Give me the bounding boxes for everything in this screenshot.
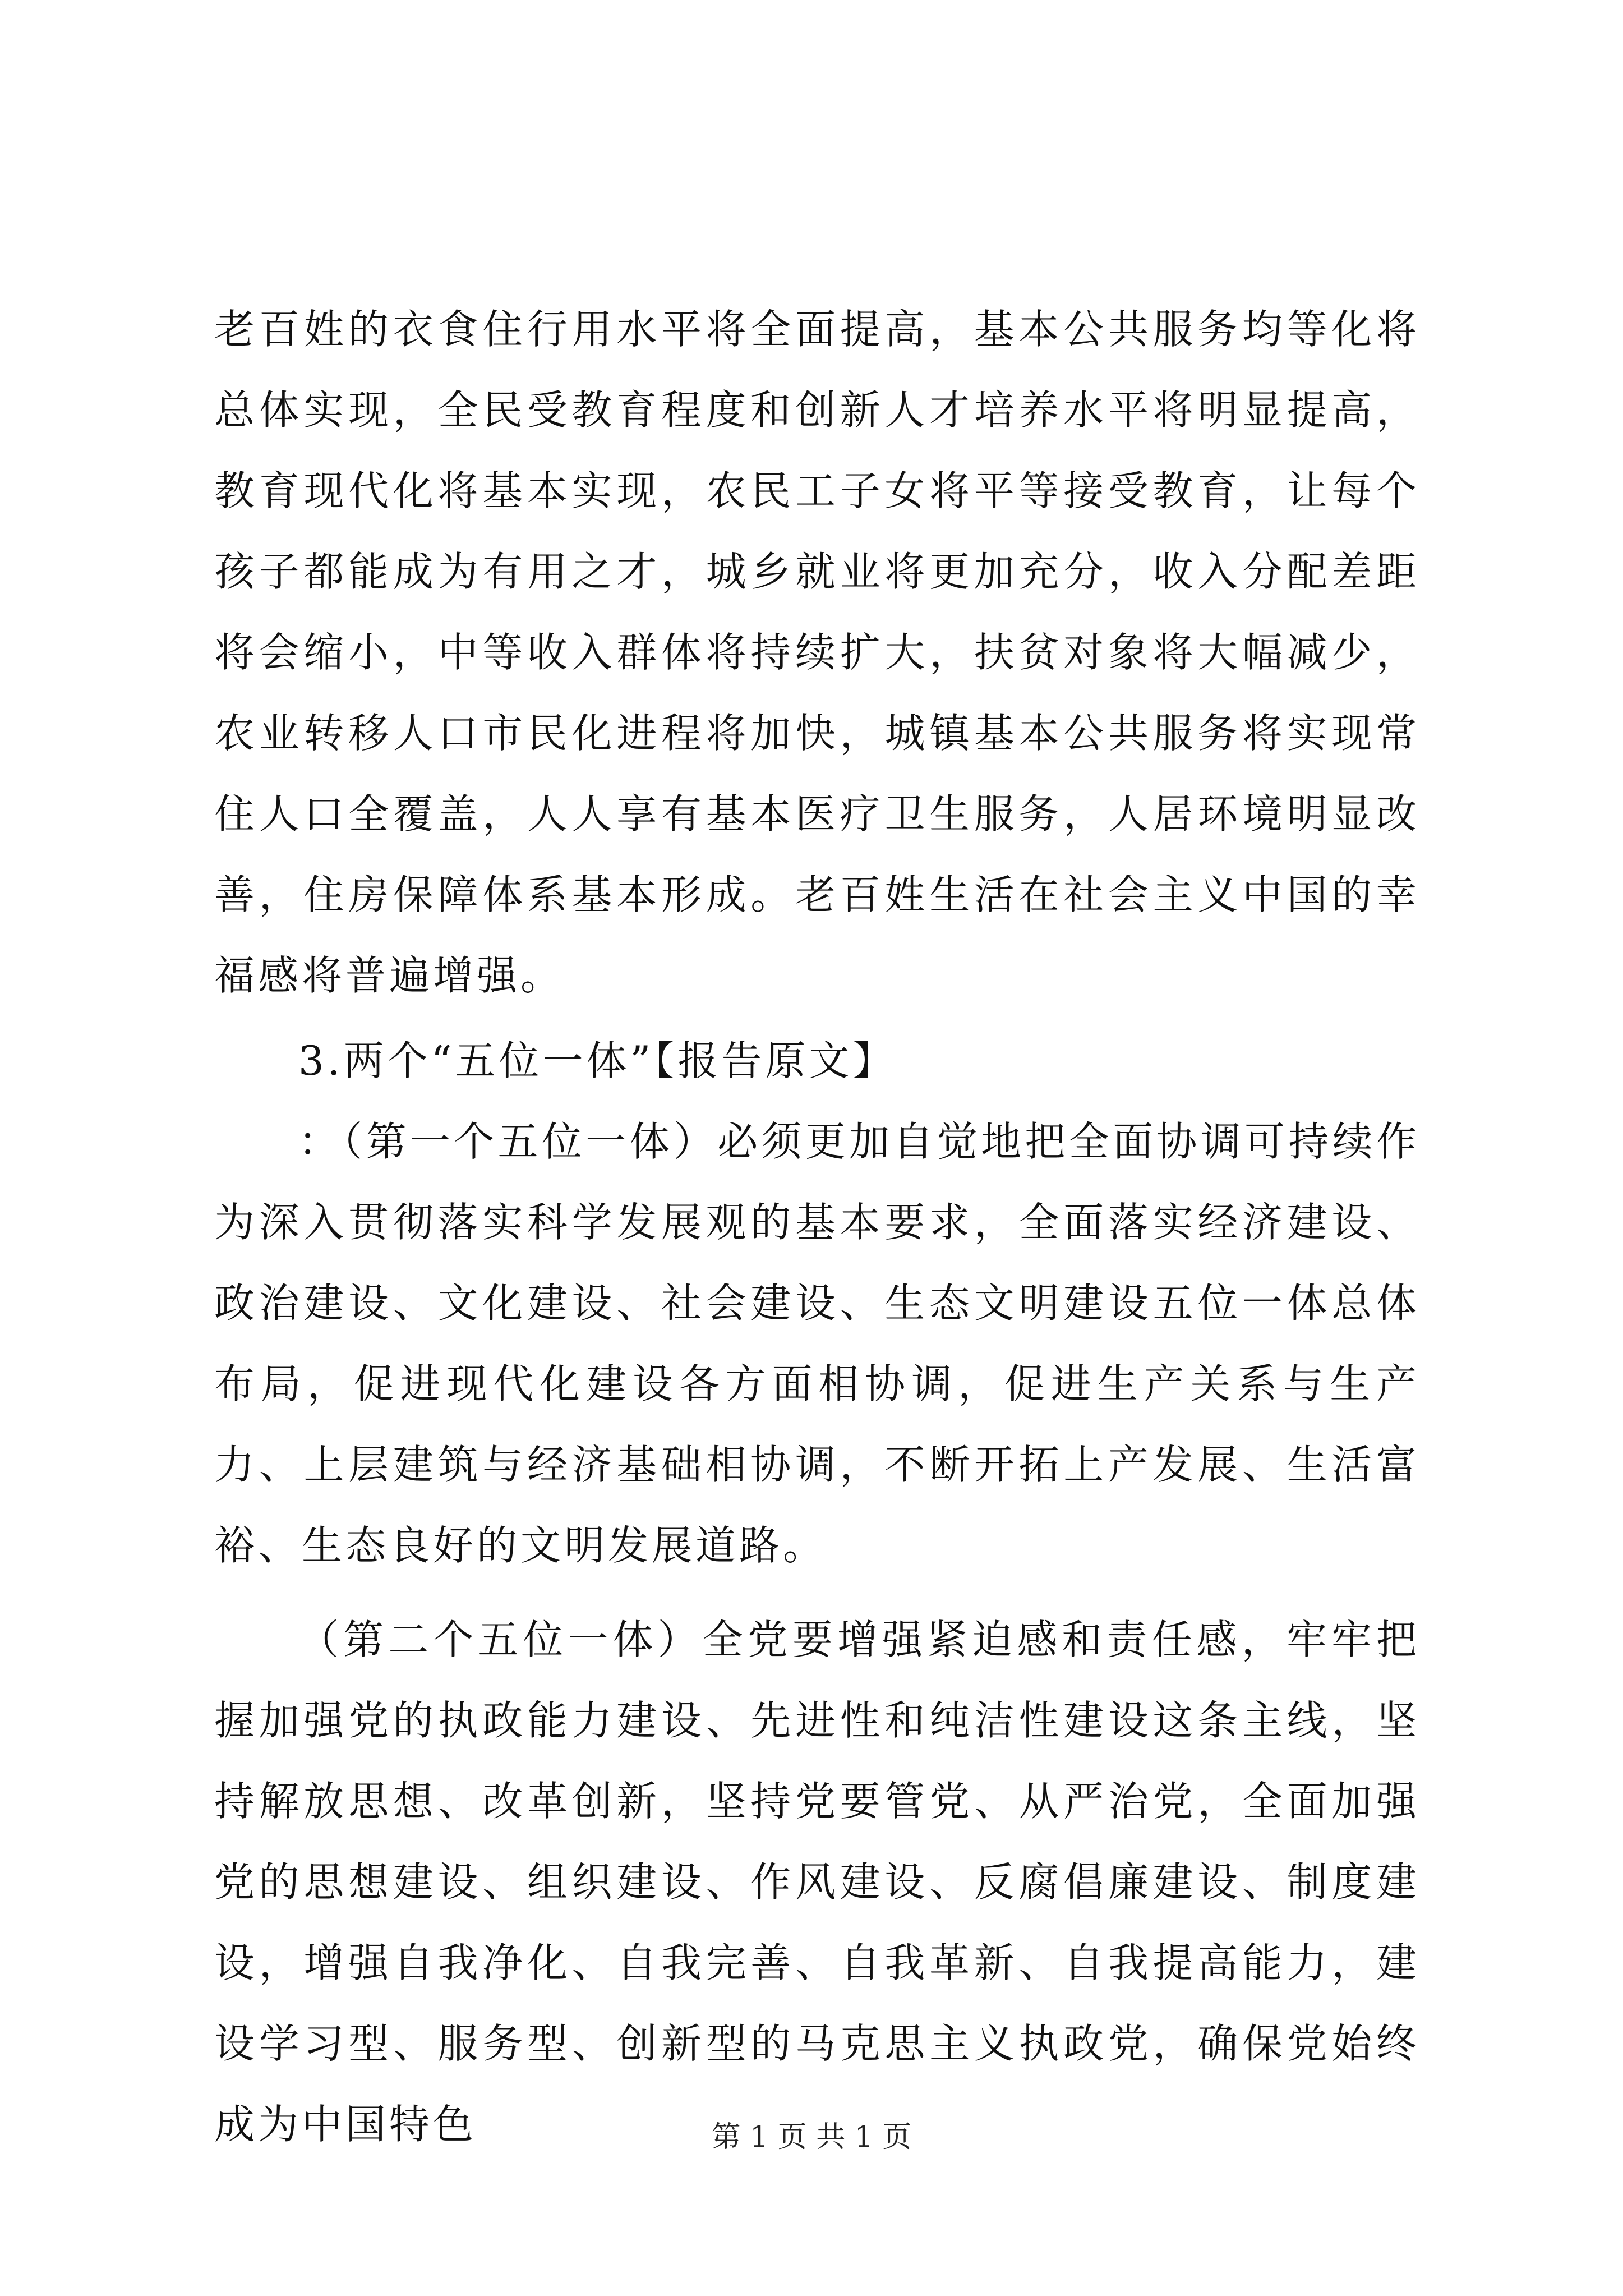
page-number-footer: 第 1 页 共 1 页: [711, 2120, 912, 2154]
paragraph-living-standards: 老百姓的衣食住行用水平将全面提高，基本公共服务均等化将总体实现，全民受教育程度和创新人才培养水平将明显提高，教育现代化将基本实现，农民工子女将平等接受教育，让每个孩子都能成为有用之才，城乡就业将更加充分，收入分配差距将会缩小，中等收入群体将持续扩大，扶贫对象将大幅减少，农业转移人口市民化进程将加快，城镇基本公共服务将实现常住人口全覆盖，人人享有基本医疗卫生服务，人居环境明显改善，住房保障体系基本形成。老百姓生活在社会主义中国的幸福感将普遍增强。: [214, 306, 1420, 999]
document-body: [214, 289, 1420, 2165]
paragraph-first-five-in-one: ：（第一个五位一体）必须更加自觉地把全面协调可持续作为深入贯彻落实科学发展观的基本要求，全面落实经济建设、政治建设、文化建设、社会建设、生态文明建设五位一体总体布局，促进现代化建设各方面相协调，促进生产关系与生产力、上层建筑与经济基础相协调，不断开拓上产发展、生活富裕、生态良好的文明发展道路。: [214, 1118, 1420, 1569]
paragraph-second-five-in-one: （第二个五位一体）全党要增强紧迫感和责任感，牢牢把握加强党的执政能力建设、先进性和纯洁性建设这条主线，坚持解放思想、改革创新，坚持党要管党、从严治党，全面加强党的思想建设、组织建设、作风建设、反腐倡廉建设、制度建设，增强自我净化、自我完善、自我革新、自我提高能力，建设学习型、服务型、创新型的马克思主义执政党，确保党始终成为中国特色: [214, 1616, 1420, 2148]
section-heading-two-five-in-one: 3.两个“五位一体”【报告原文】: [298, 1037, 897, 1084]
